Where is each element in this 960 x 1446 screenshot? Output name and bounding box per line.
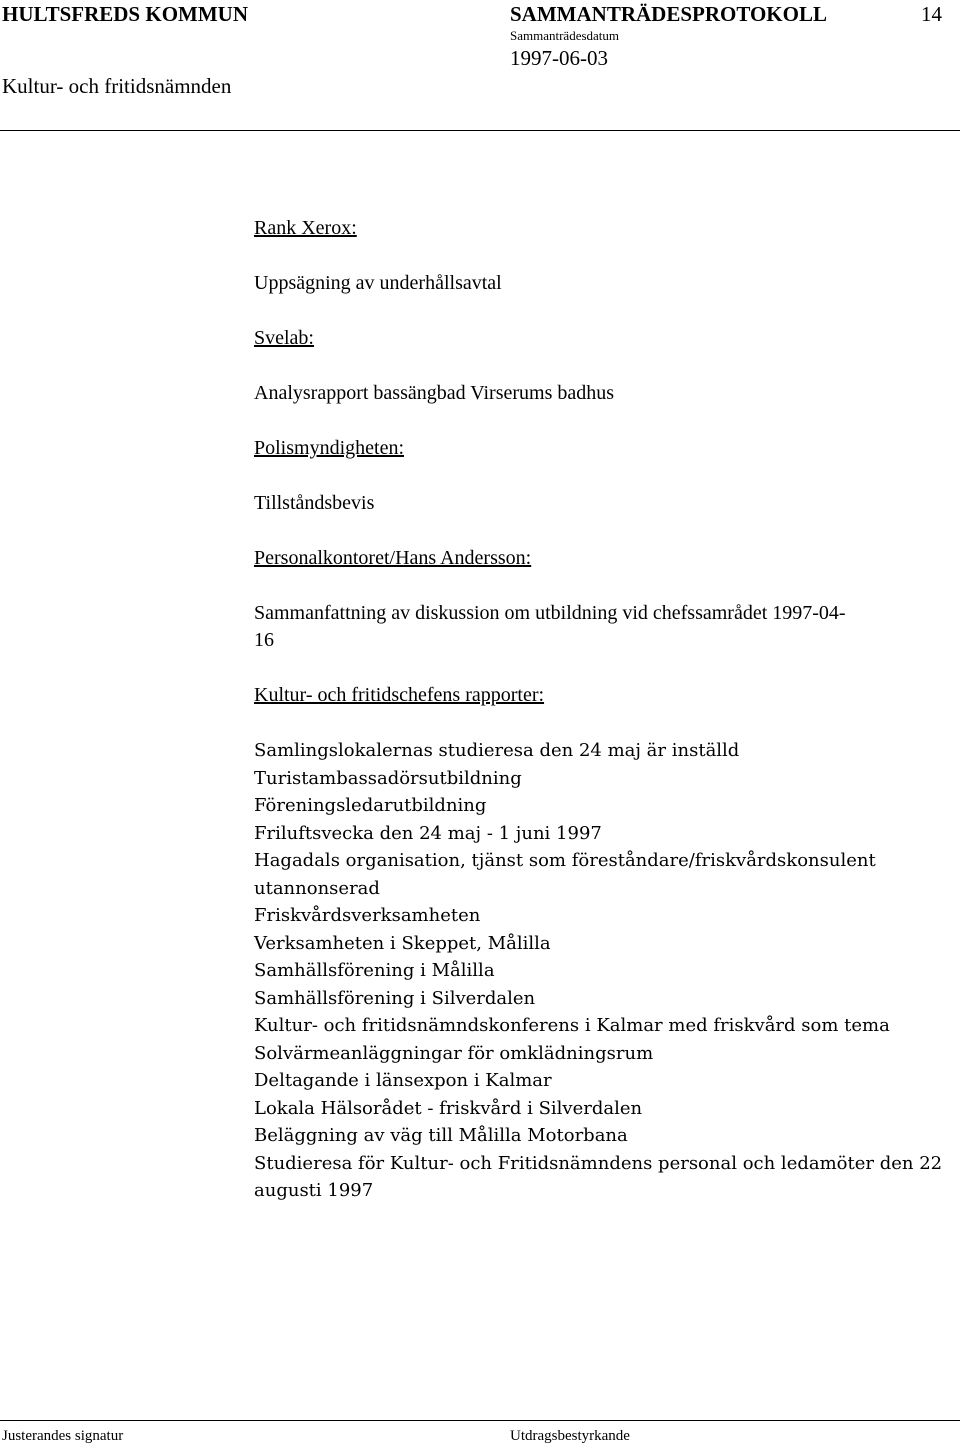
list-item: Turistambassadörsutbildning bbox=[254, 767, 522, 789]
list-item: Lokala Hälsorådet - friskvård i Silverdalen bbox=[254, 1097, 643, 1119]
section-heading-polismyndigheten: Polismyndigheten: bbox=[254, 437, 404, 459]
section-item-svelab: Analysrapport bassängbad Virserums badhus bbox=[254, 382, 615, 404]
section-heading-personalkontoret: Personalkontoret/Hans Andersson: bbox=[254, 547, 532, 569]
extract-certification-label: Utdragsbestyrkande bbox=[510, 1428, 630, 1444]
adjusters-signature-label: Justerandes signatur bbox=[2, 1428, 124, 1444]
list-item: Kultur- och fritidsnämndskonferens i Kalmar med friskvård som tema bbox=[254, 1015, 890, 1036]
reports-list bbox=[254, 737, 954, 1205]
list-item: Samhällsförening i Målilla bbox=[254, 960, 495, 981]
list-item: Verksamheten i Skeppet, Målilla bbox=[254, 932, 551, 954]
list-item: Föreningsledarutbildning bbox=[254, 795, 487, 816]
protocol-body bbox=[254, 215, 954, 1205]
list-item: Hagadals organisation, tjänst som föreståndare/friskvårdskonsulent utannonserad bbox=[254, 850, 876, 899]
list-item: Deltagande i länsexpon i Kalmar bbox=[254, 1070, 552, 1091]
list-item: Studieresa för Kultur- och Fritidsnämndens personal och ledamöter den 22 augusti 1997 bbox=[254, 1152, 943, 1201]
section-heading-rank-xerox: Rank Xerox: bbox=[254, 217, 357, 239]
footer-divider bbox=[0, 1420, 960, 1421]
section-item-rank-xerox: Uppsägning av underhållsavtal bbox=[254, 272, 502, 294]
page-number: 14 bbox=[921, 2, 942, 26]
list-item: Friskvårdsverksamheten bbox=[254, 905, 481, 926]
section-item-polismyndigheten: Tillståndsbevis bbox=[254, 492, 375, 514]
list-item: Samhällsförening i Silverdalen bbox=[254, 987, 536, 1009]
list-item: Samlingslokalernas studieresa den 24 maj är inställd bbox=[254, 740, 740, 761]
reports-heading: Kultur- och fritidschefens rapporter: bbox=[254, 684, 545, 706]
header-divider bbox=[0, 130, 960, 131]
document-type: SAMMANTRÄDESPROTOKOLL bbox=[510, 2, 827, 26]
municipality-name: HULTSFREDS KOMMUN bbox=[2, 2, 249, 26]
section-item-personalkontoret: Sammanfattning av diskussion om utbildning vid chefssamrådet 1997-04-16 bbox=[254, 602, 846, 651]
section-heading-svelab: Svelab: bbox=[254, 327, 314, 349]
list-item: Friluftsvecka den 24 maj - 1 juni 1997 bbox=[254, 822, 602, 844]
meeting-date: 1997-06-03 bbox=[510, 46, 608, 70]
list-item: Beläggning av väg till Målilla Motorbana bbox=[254, 1125, 628, 1146]
board-name: Kultur- och fritidsnämnden bbox=[2, 74, 232, 98]
list-item: Solvärmeanläggningar för omklädningsrum bbox=[254, 1042, 654, 1064]
meeting-date-label: Sammanträdesdatum bbox=[510, 28, 620, 43]
